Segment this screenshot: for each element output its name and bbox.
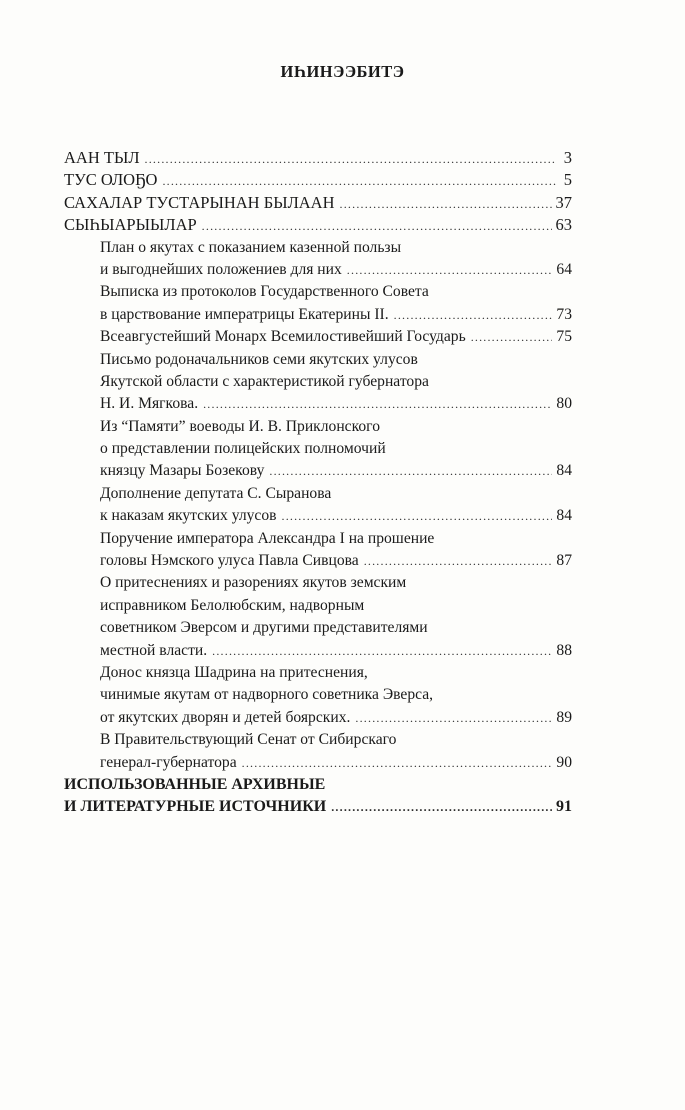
toc-line (100, 550, 572, 572)
toc-entry-text: ТУС ОЛОҔО (64, 170, 158, 190)
toc-subsection[interactable] (64, 326, 572, 348)
page-number: 89 (556, 708, 572, 726)
toc-line (100, 640, 572, 662)
toc-line (100, 259, 572, 281)
toc-subsection[interactable] (64, 416, 572, 483)
toc-entry-text: от якутских дворян и детей боярских. (100, 708, 351, 726)
toc-subsection[interactable] (64, 237, 572, 282)
page-number: 90 (556, 753, 572, 771)
toc-entry-text: И ЛИТЕРАТУРНЫЕ ИСТОЧНИКИ (64, 798, 327, 816)
toc-line (100, 752, 572, 774)
toc-entry-text: Дополнение депутата С. Сыранова (100, 484, 332, 502)
toc-entry-text: головы Нэмского улуса Павла Сивцова (100, 552, 359, 570)
toc-entry-text: В Правительствующий Сенат от Сибирскаго (100, 731, 397, 749)
page-number: 84 (556, 462, 572, 480)
page-number: 73 (556, 305, 572, 323)
toc-line (64, 774, 572, 796)
page-number: 91 (556, 798, 572, 816)
dot-leader (282, 505, 553, 527)
toc-line (100, 416, 572, 438)
toc-line (100, 438, 572, 460)
page-number: 84 (556, 507, 572, 525)
page-title: ИҺИНЭЭБИТЭ (280, 62, 405, 81)
toc-section[interactable] (64, 192, 572, 214)
toc-entry-text: в царствование императрицы Екатерины II. (100, 305, 389, 323)
toc-subsection[interactable] (64, 528, 572, 573)
dot-leader (145, 148, 556, 170)
toc-line (100, 326, 572, 348)
toc-entry-text: ААН ТЫЛ (64, 148, 140, 167)
toc-line (100, 684, 572, 706)
toc-line (100, 393, 572, 415)
toc-subsection[interactable] (64, 281, 572, 326)
toc-entry-text: генерал-губернатора (100, 753, 237, 771)
toc-line (100, 349, 572, 371)
toc-line (100, 237, 572, 259)
page-number: 80 (556, 395, 572, 413)
toc-entry-text: Поручение императора Александра I на прошение (100, 529, 435, 547)
toc-subsection[interactable] (64, 349, 572, 416)
toc-line (100, 662, 572, 684)
page-number: 3 (563, 148, 572, 167)
toc-entry-text: советником Эверсом и другими представителями (100, 619, 428, 637)
toc-line (100, 595, 572, 617)
toc-subsection[interactable] (64, 572, 572, 662)
toc-section[interactable] (64, 147, 572, 169)
toc-line (100, 281, 572, 303)
toc-entry-text: о представлении полицейских полномочий (100, 440, 386, 458)
toc-entry-text: местной власти. (100, 641, 208, 659)
toc-line (100, 460, 572, 482)
toc-line (64, 192, 572, 214)
toc-section[interactable] (64, 774, 572, 819)
dot-leader (471, 326, 553, 348)
dot-leader (394, 304, 553, 326)
page-number: 88 (556, 641, 572, 659)
toc-entry-text: князцу Мазары Бозекову (100, 462, 265, 480)
toc-entry-text: План о якутах с показанием казенной пользы (100, 238, 402, 256)
toc-entry-text: ИСПОЛЬЗОВАННЫЕ АРХИВНЫЕ (64, 775, 326, 793)
toc-line (100, 729, 572, 751)
toc-subsection[interactable] (64, 729, 572, 774)
toc-entry-text: Н. И. Мягкова. (100, 395, 199, 413)
toc-entry-text: и выгоднейших положениев для них (100, 260, 342, 278)
dot-leader (340, 193, 552, 215)
page-number: 37 (555, 192, 572, 212)
toc-entry-text: СЫҺЫАРЫЫЛАР (64, 215, 197, 235)
table-of-contents (64, 147, 572, 819)
toc-entry-text: Из “Памяти” воеводы И. В. Приклонского (100, 417, 380, 435)
toc-line (100, 483, 572, 505)
toc-entry-text: О притеснениях и разорениях якутов земским (100, 574, 407, 592)
toc-entry-text: Донос князца Шадрина на притеснения, (100, 663, 368, 681)
toc-entry-text: чинимые якутам от надворного советника Эверса, (100, 686, 434, 704)
toc-line (100, 572, 572, 594)
toc-section[interactable] (64, 214, 572, 236)
toc-section[interactable] (64, 169, 572, 191)
toc-subsection[interactable] (64, 662, 572, 729)
toc-entry-text: САХАЛАР ТУСТАРЫНАН БЫЛААН (64, 192, 335, 212)
toc-line (100, 617, 572, 639)
dot-leader (269, 460, 552, 482)
page-number: 63 (555, 215, 572, 235)
dot-leader (364, 550, 553, 572)
toc-entry-text: Всеавгустейший Монарх Всемилостивейший Государь (100, 328, 466, 346)
toc-line (100, 707, 572, 729)
toc-subsection[interactable] (64, 483, 572, 528)
dot-leader (331, 796, 552, 818)
toc-entry-text: Якутской области с характеристикой губернатора (100, 372, 429, 390)
toc-line (64, 796, 572, 818)
dot-leader (212, 640, 552, 662)
toc-entry-text: исправником Белолюбским, надворным (100, 596, 365, 614)
toc-line (64, 169, 572, 191)
toc-entry-text: Выписка из протоколов Государственного Совета (100, 283, 429, 301)
page-number: 64 (556, 260, 572, 278)
toc-line (64, 147, 572, 169)
dot-leader (242, 752, 553, 774)
dot-leader (203, 393, 552, 415)
toc-line (100, 528, 572, 550)
page-number: 87 (556, 552, 572, 570)
dot-leader (162, 170, 556, 192)
toc-entry-text: к наказам якутских улусов (100, 507, 277, 525)
dot-leader (202, 215, 552, 237)
dot-leader (347, 259, 553, 281)
toc-entry-text: Письмо родоначальников семи якутских улусов (100, 350, 418, 368)
toc-line (64, 214, 572, 236)
toc-line (100, 371, 572, 393)
page-number: 5 (563, 170, 572, 190)
toc-line (100, 304, 572, 326)
dot-leader (355, 707, 552, 729)
toc-line (100, 505, 572, 527)
page-number: 75 (556, 328, 572, 346)
